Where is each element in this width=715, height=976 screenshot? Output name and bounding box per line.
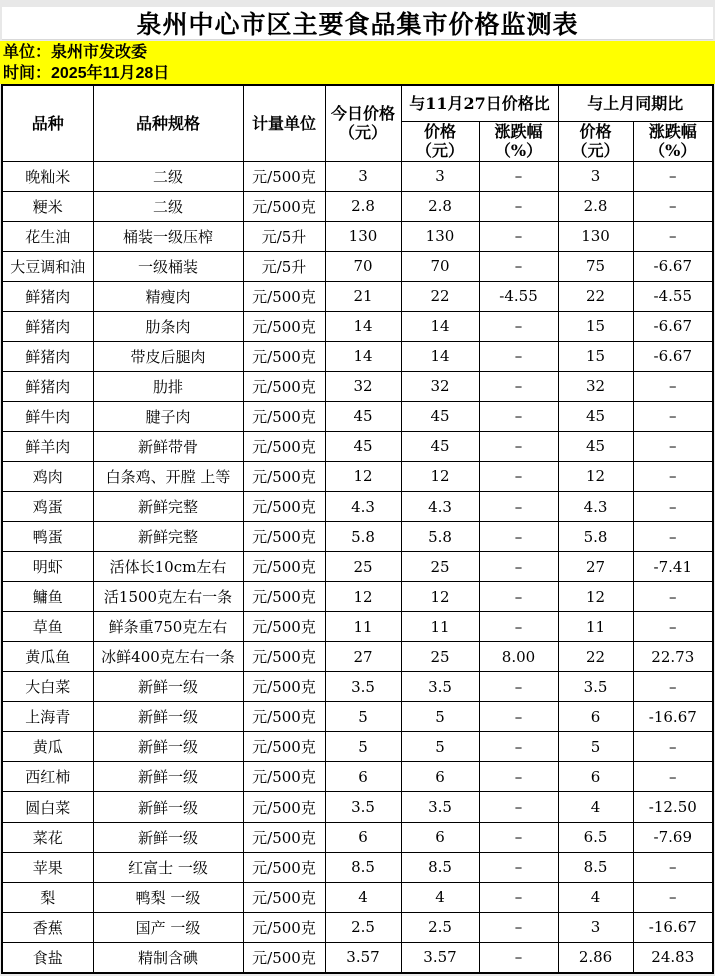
cell-month-change: -6.67 xyxy=(633,251,713,281)
table-row xyxy=(2,942,713,973)
cell-variety: 鸡肉 xyxy=(2,461,93,491)
cell-nov27-change: – xyxy=(479,522,558,552)
cell-unit: 元/500克 xyxy=(243,281,325,311)
cell-nov27-change: – xyxy=(479,942,558,973)
cell-month-change: -12.50 xyxy=(633,792,713,822)
cell-nov27-price: 14 xyxy=(401,341,479,371)
meta-band xyxy=(0,41,715,84)
cell-month-change: -6.67 xyxy=(633,311,713,341)
cell-today-price: 4.3 xyxy=(325,492,401,522)
cell-nov27-price: 12 xyxy=(401,582,479,612)
cell-month-price: 4 xyxy=(558,792,633,822)
cell-unit: 元/500克 xyxy=(243,672,325,702)
cell-variety: 花生油 xyxy=(2,221,93,251)
cell-today-price: 12 xyxy=(325,461,401,491)
cell-spec: 新鲜一级 xyxy=(93,702,243,732)
table-row xyxy=(2,431,713,461)
cell-spec: 活体长10cm左右 xyxy=(93,552,243,582)
cell-month-change: – xyxy=(633,401,713,431)
cell-variety: 西红柿 xyxy=(2,762,93,792)
cell-spec: 二级 xyxy=(93,191,243,221)
header-today-price-label: 今日价格 xyxy=(330,104,395,124)
table-row xyxy=(2,341,713,371)
cell-month-price: 130 xyxy=(558,221,633,251)
table-row xyxy=(2,492,713,522)
cell-variety: 鲜羊肉 xyxy=(2,431,93,461)
cell-spec: 新鲜一级 xyxy=(93,672,243,702)
cell-month-price: 12 xyxy=(558,461,633,491)
cell-unit: 元/500克 xyxy=(243,642,325,672)
cell-nov27-price: 6 xyxy=(401,822,479,852)
cell-unit: 元/500克 xyxy=(243,431,325,461)
cell-nov27-price: 4 xyxy=(401,882,479,912)
cell-today-price: 6 xyxy=(325,762,401,792)
cell-nov27-price: 5 xyxy=(401,732,479,762)
cell-variety: 黄瓜鱼 xyxy=(2,642,93,672)
cell-nov27-change: – xyxy=(479,311,558,341)
cell-month-price: 27 xyxy=(558,552,633,582)
cell-today-price: 32 xyxy=(325,371,401,401)
cell-month-price: 45 xyxy=(558,431,633,461)
cell-unit: 元/500克 xyxy=(243,882,325,912)
cell-month-change: – xyxy=(633,882,713,912)
table-row xyxy=(2,672,713,702)
cell-month-price: 3.5 xyxy=(558,672,633,702)
unit-line: 单位：泉州市发改委 xyxy=(3,44,148,61)
header-nov27-price xyxy=(401,121,479,161)
cell-unit: 元/500克 xyxy=(243,461,325,491)
cell-unit: 元/500克 xyxy=(243,852,325,882)
cell-nov27-price: 2.8 xyxy=(401,191,479,221)
cell-month-change: -4.55 xyxy=(633,281,713,311)
table-row xyxy=(2,522,713,552)
cell-today-price: 45 xyxy=(325,431,401,461)
cell-variety: 晚籼米 xyxy=(2,161,93,191)
cell-unit: 元/5升 xyxy=(243,251,325,281)
cell-spec: 活1500克左右一条 xyxy=(93,582,243,612)
cell-variety: 圆白菜 xyxy=(2,792,93,822)
cell-today-price: 14 xyxy=(325,311,401,341)
cell-month-price: 15 xyxy=(558,311,633,341)
cell-month-change: -6.67 xyxy=(633,341,713,371)
header-nov27-change-unit: （%） xyxy=(494,141,543,160)
header-today-price-unit: （元） xyxy=(338,123,387,143)
table-row xyxy=(2,912,713,942)
cell-month-change: – xyxy=(633,762,713,792)
cell-unit: 元/500克 xyxy=(243,582,325,612)
cell-unit: 元/500克 xyxy=(243,942,325,973)
cell-spec: 精瘦肉 xyxy=(93,281,243,311)
cell-today-price: 3.5 xyxy=(325,672,401,702)
page-title: 泉州中心市区主要食品集市价格监测表 xyxy=(136,11,579,39)
cell-spec: 一级桶装 xyxy=(93,251,243,281)
header-nov27-change xyxy=(479,121,558,161)
cell-spec: 新鲜一级 xyxy=(93,762,243,792)
cell-variety: 上海青 xyxy=(2,702,93,732)
header-spec: 品种规格 xyxy=(93,85,243,161)
cell-variety: 鸭蛋 xyxy=(2,522,93,552)
table-row xyxy=(2,221,713,251)
cell-nov27-price: 25 xyxy=(401,642,479,672)
cell-variety: 鲜猪肉 xyxy=(2,281,93,311)
table-row xyxy=(2,191,713,221)
cell-spec: 带皮后腿肉 xyxy=(93,341,243,371)
cell-today-price: 130 xyxy=(325,221,401,251)
cell-unit: 元/500克 xyxy=(243,612,325,642)
cell-today-price: 2.5 xyxy=(325,912,401,942)
cell-variety: 梨 xyxy=(2,882,93,912)
cell-today-price: 5 xyxy=(325,702,401,732)
cell-spec: 腱子肉 xyxy=(93,401,243,431)
table-row xyxy=(2,882,713,912)
cell-month-change: – xyxy=(633,612,713,642)
cell-month-price: 3 xyxy=(558,912,633,942)
cell-variety: 香蕉 xyxy=(2,912,93,942)
cell-nov27-price: 25 xyxy=(401,552,479,582)
cell-spec: 白条鸡、开膛 上等 xyxy=(93,461,243,491)
cell-unit: 元/500克 xyxy=(243,191,325,221)
cell-nov27-price: 45 xyxy=(401,401,479,431)
table-row xyxy=(2,281,713,311)
cell-today-price: 3 xyxy=(325,161,401,191)
cell-nov27-change: – xyxy=(479,582,558,612)
cell-variety: 苹果 xyxy=(2,852,93,882)
cell-today-price: 5 xyxy=(325,732,401,762)
table-row xyxy=(2,461,713,491)
cell-nov27-change: – xyxy=(479,161,558,191)
table-row xyxy=(2,762,713,792)
header-nov27-price-unit: （元） xyxy=(415,141,464,160)
cell-nov27-price: 45 xyxy=(401,431,479,461)
cell-spec: 新鲜完整 xyxy=(93,492,243,522)
cell-month-price: 2.86 xyxy=(558,942,633,973)
cell-nov27-change: -4.55 xyxy=(479,281,558,311)
cell-nov27-price: 22 xyxy=(401,281,479,311)
cell-nov27-price: 3.5 xyxy=(401,792,479,822)
cell-nov27-change: – xyxy=(479,191,558,221)
cell-nov27-change: – xyxy=(479,852,558,882)
cell-nov27-change: – xyxy=(479,251,558,281)
cell-nov27-change: – xyxy=(479,882,558,912)
cell-nov27-change: – xyxy=(479,672,558,702)
cell-nov27-change: – xyxy=(479,792,558,822)
table-row xyxy=(2,311,713,341)
cell-month-change: -7.69 xyxy=(633,822,713,852)
header-vs-nov27: 与11月27日价格比 xyxy=(401,85,558,121)
table-row xyxy=(2,732,713,762)
cell-variety: 鲜猪肉 xyxy=(2,341,93,371)
header-vs-last-month: 与上月同期比 xyxy=(558,85,713,121)
cell-nov27-price: 8.5 xyxy=(401,852,479,882)
cell-nov27-change: – xyxy=(479,401,558,431)
cell-month-price: 15 xyxy=(558,341,633,371)
header-nov27-change-label: 涨跌幅 xyxy=(494,121,543,141)
cell-today-price: 21 xyxy=(325,281,401,311)
cell-month-price: 22 xyxy=(558,281,633,311)
table-header xyxy=(2,85,713,161)
cell-unit: 元/500克 xyxy=(243,732,325,762)
cell-spec: 冰鲜400克左右一条 xyxy=(93,642,243,672)
cell-today-price: 8.5 xyxy=(325,852,401,882)
cell-unit: 元/500克 xyxy=(243,762,325,792)
cell-today-price: 3.5 xyxy=(325,792,401,822)
cell-month-change: – xyxy=(633,492,713,522)
cell-nov27-price: 3 xyxy=(401,161,479,191)
cell-variety: 鲜猪肉 xyxy=(2,311,93,341)
cell-variety: 食盐 xyxy=(2,942,93,973)
cell-today-price: 3.57 xyxy=(325,942,401,973)
cell-nov27-change: – xyxy=(479,341,558,371)
cell-month-price: 5 xyxy=(558,732,633,762)
cell-nov27-price: 32 xyxy=(401,371,479,401)
cell-unit: 元/500克 xyxy=(243,822,325,852)
cell-month-change: -16.67 xyxy=(633,702,713,732)
cell-variety: 鲜牛肉 xyxy=(2,401,93,431)
cell-month-price: 4.3 xyxy=(558,492,633,522)
cell-unit: 元/500克 xyxy=(243,552,325,582)
cell-spec: 新鲜完整 xyxy=(93,522,243,552)
cell-spec: 新鲜一级 xyxy=(93,792,243,822)
cell-spec: 鸭梨 一级 xyxy=(93,882,243,912)
cell-today-price: 27 xyxy=(325,642,401,672)
header-nov27-price-label: 价格 xyxy=(423,121,456,141)
cell-month-change: – xyxy=(633,522,713,552)
cell-month-price: 6 xyxy=(558,762,633,792)
cell-month-price: 75 xyxy=(558,251,633,281)
cell-today-price: 12 xyxy=(325,582,401,612)
cell-variety: 鳙鱼 xyxy=(2,582,93,612)
cell-variety: 鸡蛋 xyxy=(2,492,93,522)
title-row xyxy=(2,7,713,40)
cell-nov27-change: – xyxy=(479,221,558,251)
table-row xyxy=(2,642,713,672)
cell-nov27-change: – xyxy=(479,822,558,852)
cell-variety: 明虾 xyxy=(2,552,93,582)
cell-month-price: 11 xyxy=(558,612,633,642)
cell-today-price: 25 xyxy=(325,552,401,582)
cell-nov27-change: – xyxy=(479,912,558,942)
cell-month-change: – xyxy=(633,672,713,702)
header-variety: 品种 xyxy=(2,85,93,161)
cell-spec: 红富士 一级 xyxy=(93,852,243,882)
cell-unit: 元/500克 xyxy=(243,912,325,942)
cell-nov27-price: 14 xyxy=(401,311,479,341)
cell-unit: 元/500克 xyxy=(243,311,325,341)
cell-spec: 国产 一级 xyxy=(93,912,243,942)
cell-unit: 元/500克 xyxy=(243,522,325,552)
cell-unit: 元/500克 xyxy=(243,492,325,522)
cell-month-price: 32 xyxy=(558,371,633,401)
cell-month-price: 6.5 xyxy=(558,822,633,852)
cell-nov27-change: – xyxy=(479,552,558,582)
cell-nov27-change: – xyxy=(479,492,558,522)
cell-nov27-change: – xyxy=(479,702,558,732)
cell-month-change: – xyxy=(633,191,713,221)
table-row xyxy=(2,552,713,582)
cell-month-change: -16.67 xyxy=(633,912,713,942)
header-measure-unit: 计量单位 xyxy=(243,85,325,161)
table-row xyxy=(2,612,713,642)
cell-month-change: – xyxy=(633,852,713,882)
cell-today-price: 6 xyxy=(325,822,401,852)
cell-month-price: 8.5 xyxy=(558,852,633,882)
table-row xyxy=(2,852,713,882)
cell-nov27-change: – xyxy=(479,431,558,461)
cell-today-price: 70 xyxy=(325,251,401,281)
table-row xyxy=(2,792,713,822)
cell-spec: 新鲜一级 xyxy=(93,732,243,762)
cell-month-change: – xyxy=(633,732,713,762)
cell-month-change: – xyxy=(633,461,713,491)
cell-nov27-price: 130 xyxy=(401,221,479,251)
table-row xyxy=(2,582,713,612)
cell-nov27-price: 11 xyxy=(401,612,479,642)
cell-nov27-change: – xyxy=(479,612,558,642)
cell-month-change: 24.83 xyxy=(633,942,713,973)
cell-nov27-price: 3.57 xyxy=(401,942,479,973)
cell-nov27-price: 6 xyxy=(401,762,479,792)
cell-month-price: 6 xyxy=(558,702,633,732)
cell-today-price: 11 xyxy=(325,612,401,642)
header-month-change-label: 涨跌幅 xyxy=(648,121,697,141)
cell-month-change: – xyxy=(633,221,713,251)
cell-nov27-price: 70 xyxy=(401,251,479,281)
table-row xyxy=(2,161,713,191)
cell-variety: 菜花 xyxy=(2,822,93,852)
cell-month-price: 12 xyxy=(558,582,633,612)
header-month-change-unit: （%） xyxy=(649,141,697,160)
cell-nov27-change: – xyxy=(479,762,558,792)
cell-spec: 精制含碘 xyxy=(93,942,243,973)
cell-spec: 桶装一级压榨 xyxy=(93,221,243,251)
cell-month-price: 22 xyxy=(558,642,633,672)
cell-unit: 元/500克 xyxy=(243,401,325,431)
cell-today-price: 5.8 xyxy=(325,522,401,552)
cell-unit: 元/500克 xyxy=(243,792,325,822)
table-row xyxy=(2,822,713,852)
cell-nov27-change: 8.00 xyxy=(479,642,558,672)
header-month-price-unit: （元） xyxy=(571,141,620,160)
cell-variety: 鲜猪肉 xyxy=(2,371,93,401)
cell-month-price: 3 xyxy=(558,161,633,191)
cell-month-change: -7.41 xyxy=(633,552,713,582)
cell-nov27-change: – xyxy=(479,461,558,491)
cell-nov27-price: 5 xyxy=(401,702,479,732)
cell-today-price: 4 xyxy=(325,882,401,912)
table-row xyxy=(2,702,713,732)
price-table xyxy=(1,84,714,974)
cell-spec: 新鲜一级 xyxy=(93,822,243,852)
header-today-price xyxy=(325,85,401,161)
cell-unit: 元/500克 xyxy=(243,702,325,732)
header-month-price-label: 价格 xyxy=(579,121,612,141)
table-row xyxy=(2,371,713,401)
cell-nov27-change: – xyxy=(479,732,558,762)
cell-month-price: 2.8 xyxy=(558,191,633,221)
cell-variety: 粳米 xyxy=(2,191,93,221)
title-band xyxy=(0,0,715,41)
cell-unit: 元/5升 xyxy=(243,221,325,251)
cell-unit: 元/500克 xyxy=(243,341,325,371)
cell-spec: 肋条肉 xyxy=(93,311,243,341)
cell-month-change: – xyxy=(633,582,713,612)
cell-spec: 新鲜带骨 xyxy=(93,431,243,461)
cell-month-change: – xyxy=(633,431,713,461)
cell-nov27-price: 5.8 xyxy=(401,522,479,552)
cell-variety: 草鱼 xyxy=(2,612,93,642)
cell-month-price: 5.8 xyxy=(558,522,633,552)
cell-nov27-price: 12 xyxy=(401,461,479,491)
table-row xyxy=(2,251,713,281)
cell-nov27-price: 2.5 xyxy=(401,912,479,942)
cell-nov27-price: 3.5 xyxy=(401,672,479,702)
cell-month-price: 4 xyxy=(558,882,633,912)
cell-spec: 肋排 xyxy=(93,371,243,401)
cell-spec: 二级 xyxy=(93,161,243,191)
cell-today-price: 45 xyxy=(325,401,401,431)
cell-spec: 鲜条重750克左右 xyxy=(93,612,243,642)
cell-unit: 元/500克 xyxy=(243,161,325,191)
cell-month-price: 45 xyxy=(558,401,633,431)
header-month-price xyxy=(558,121,633,161)
cell-nov27-price: 4.3 xyxy=(401,492,479,522)
cell-today-price: 14 xyxy=(325,341,401,371)
cell-today-price: 2.8 xyxy=(325,191,401,221)
cell-variety: 黄瓜 xyxy=(2,732,93,762)
header-month-change xyxy=(633,121,713,161)
cell-nov27-change: – xyxy=(479,371,558,401)
table-row xyxy=(2,401,713,431)
cell-month-change: – xyxy=(633,161,713,191)
cell-variety: 大白菜 xyxy=(2,672,93,702)
time-line: 时间：2025年11月28日 xyxy=(3,65,170,82)
cell-month-change: 22.73 xyxy=(633,642,713,672)
cell-variety: 大豆调和油 xyxy=(2,251,93,281)
cell-unit: 元/500克 xyxy=(243,371,325,401)
cell-month-change: – xyxy=(633,371,713,401)
table-body xyxy=(2,161,713,973)
